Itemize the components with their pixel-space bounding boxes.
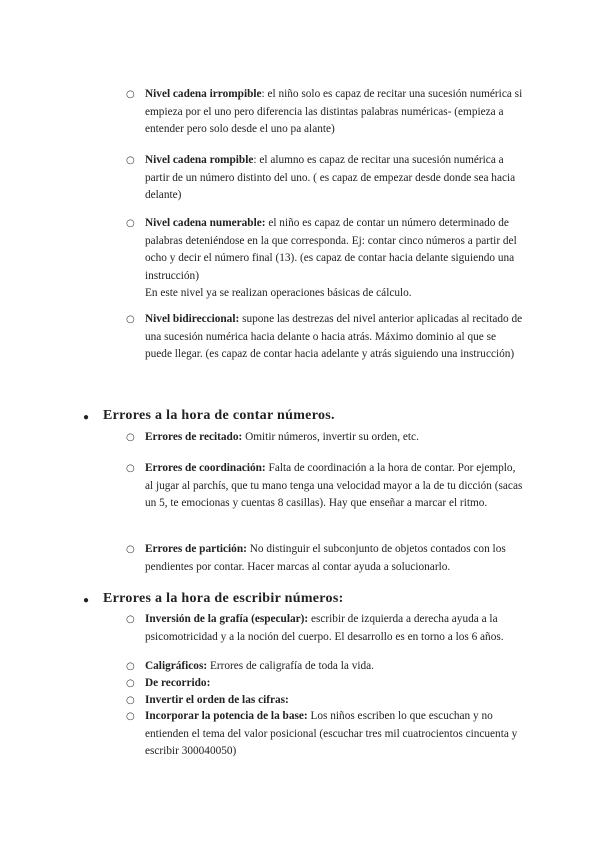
filled-bullet-icon: ● bbox=[83, 412, 90, 423]
list-item-caligraficos bbox=[126, 658, 525, 676]
hollow-bullet-icon: ○ bbox=[126, 155, 135, 166]
item-text: escribir de izquierda a derecha ayuda a la psicomotricidad y a la noción del cuerpo. El desarrollo es en torno a los 6 años. bbox=[145, 613, 504, 643]
item-text: supone las destrezas del nivel anterior aplicadas al recitado de una sucesión numérica hacia delante o hacia atrás. Máximo dominio al que se puede llegar. (es capaz de contar hacia adelante y atrás siguiendo una instrucción) bbox=[145, 313, 523, 361]
hollow-bullet-icon: ○ bbox=[126, 432, 135, 443]
item-term: Nivel cadena rompible bbox=[145, 154, 254, 166]
hollow-bullet-icon: ○ bbox=[126, 695, 135, 706]
hollow-bullet-icon: ○ bbox=[126, 544, 135, 555]
list-item-potencia-base bbox=[126, 708, 525, 761]
list-item-errores-recitado bbox=[126, 429, 525, 447]
item-text: No distinguir el subconjunto de objetos contados con los pendientes por contar. Hacer marcas al contar ayuda a solucionarlo. bbox=[145, 543, 506, 573]
filled-bullet-icon: ● bbox=[83, 595, 90, 606]
hollow-bullet-icon: ○ bbox=[126, 463, 135, 474]
hollow-bullet-icon: ○ bbox=[126, 614, 135, 625]
item-term: Caligráficos: bbox=[145, 660, 208, 672]
item-text: Los niños escriben lo que escuchan y no entienden el tema del valor posicional (escuchar tres mil cuatrocientos cincuenta y escribir 300040050) bbox=[145, 710, 518, 758]
item-text: el niño es capaz de contar un número determinado de palabras deteniéndose en la que corresponda. Ej: contar cinco números a partir del ocho y decir el número final (13). (es capaz de contar hacia delante siguiendo una instrucción) bbox=[145, 217, 517, 282]
list-item-errores-particion bbox=[126, 541, 525, 576]
item-term: De recorrido: bbox=[145, 677, 211, 689]
item-extra-text: En este nivel ya se realizan operaciones básicas de cálculo. bbox=[145, 287, 412, 300]
item-term: Errores de recitado: bbox=[145, 431, 243, 443]
item-term: Incorporar la potencia de la base: bbox=[145, 710, 308, 722]
section-heading-escribir: ● Errores a la hora de escribir números: bbox=[103, 591, 344, 607]
list-item-de-recorrido bbox=[126, 675, 525, 693]
hollow-bullet-icon: ○ bbox=[126, 314, 135, 325]
item-text: el niño solo es capaz de recitar una sucesión numérica si empieza por el uno pero diferencia las distintas palabras numéricas- (empieza a entender pero solo desde el uno pa alante) bbox=[145, 88, 523, 136]
list-item-nivel-numerable bbox=[126, 215, 525, 303]
item-term: Nivel bidireccional: bbox=[145, 313, 240, 325]
item-term: Nivel cadena numerable: bbox=[145, 217, 266, 229]
item-text: el alumno es capaz de recitar una sucesión numérica a partir de un número distinto del uno. ( es capaz de empezar desde donde sea hacia delante) bbox=[145, 154, 516, 202]
item-term: Errores de coordinación: bbox=[145, 462, 266, 474]
item-text: Falta de coordinación a la hora de contar. Por ejemplo, al jugar al parchís, que tu mano tenga una velocidad mayor a la de tu dicción (sacas un 5, te emocionas y cuentas 8 casillas). Hay que enseñar a marcar el ritmo. bbox=[145, 462, 523, 510]
item-text: Errores de caligrafía de toda la vida. bbox=[209, 660, 374, 672]
item-term: Nivel cadena irrompible bbox=[145, 88, 262, 100]
item-term: Inversión de la grafía (especular): bbox=[145, 613, 309, 625]
list-item-nivel-rompible: ○ Nivel cadena rompible: el alumno es capaz de recitar una sucesión numérica a partir de un número distinto del uno. ( es capaz de empezar desde donde sea hacia delante) bbox=[126, 154, 516, 202]
list-item-nivel-irrompible: ○ Nivel cadena irrompible: el niño solo es capaz de recitar una sucesión numérica si empieza por el uno pero diferencia las distintas palabras numéricas- (empieza a entender pero solo desde el uno pa alante) bbox=[126, 88, 523, 136]
list-item-inversion-grafia bbox=[126, 611, 525, 646]
list-item-nivel-bidireccional bbox=[126, 311, 525, 364]
hollow-bullet-icon: ○ bbox=[126, 661, 135, 672]
hollow-bullet-icon: ○ bbox=[126, 711, 135, 722]
item-term: Errores de partición: bbox=[145, 543, 247, 555]
list-item-invertir-orden bbox=[126, 692, 525, 710]
hollow-bullet-icon: ○ bbox=[126, 218, 135, 229]
hollow-bullet-icon: ○ bbox=[126, 89, 135, 100]
list-item-errores-coordinacion bbox=[126, 460, 525, 513]
hollow-bullet-icon: ○ bbox=[126, 678, 135, 689]
item-text: Omitir números, invertir su orden, etc. bbox=[245, 431, 419, 443]
section-heading-contar: ● Errores a la hora de contar números. bbox=[103, 408, 335, 424]
item-term: Invertir el orden de las cifras: bbox=[145, 694, 289, 706]
